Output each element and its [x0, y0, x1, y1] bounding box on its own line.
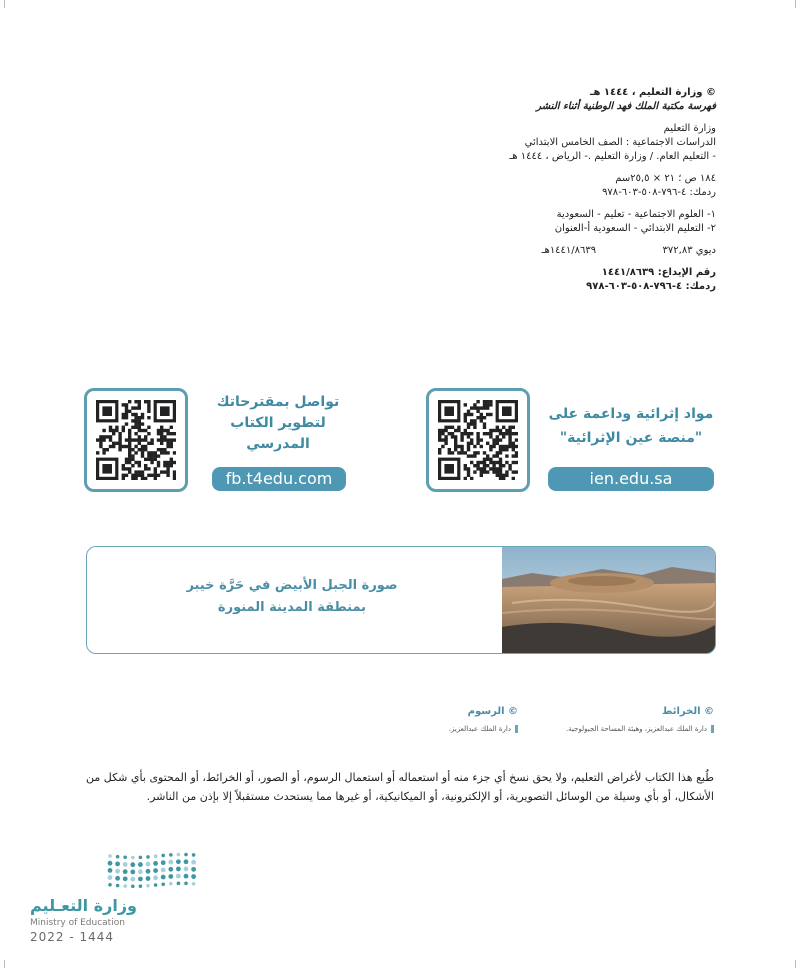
feedback-card: [84, 388, 354, 494]
publisher: وزارة التعليم: [663, 123, 716, 134]
photo-caption-box: [86, 546, 716, 654]
qr-code-icon[interactable]: [438, 400, 518, 480]
caption-line1: صورة الجبل الأبيض في حَرَّة خيبر: [186, 578, 398, 593]
copyright-icon: ©: [704, 706, 714, 717]
ministry-emblem-icon: [106, 852, 201, 890]
cataloging-info: [296, 86, 716, 294]
caption-line2: بمنطقة المدينة المنورة: [217, 600, 367, 615]
ministry-logo: [30, 852, 170, 952]
isbn-bold-line: ردمك: ٤-٧٩٦-٥٠٨-٦٠٣-٩٧٨: [586, 281, 716, 292]
dewey-number: ١٤٤١/٨٦٣٩هـ: [541, 245, 597, 256]
enrichment-text: [546, 402, 716, 450]
dewey-line: [296, 244, 716, 258]
enrichment-url[interactable]: ien.edu.sa: [548, 467, 714, 491]
crop-mark: [795, 960, 796, 968]
feedback-line2: لتطوير الكتاب: [230, 415, 326, 431]
copyright-icon: ©: [508, 706, 518, 717]
maps-credit-title: الخرائط: [662, 706, 701, 717]
enrichment-card: [426, 388, 716, 494]
crop-mark: [4, 960, 5, 968]
feedback-qr-frame[interactable]: [84, 388, 188, 492]
crop-mark: [795, 0, 796, 8]
subject-1: ١- العلوم الاجتماعية - تعليم - السعودية: [556, 209, 716, 220]
imprint-line: - التعليم العام. / وزارة التعليم .- الرياض ، ١٤٤٤ هـ: [509, 151, 716, 162]
enrichment-qr-frame[interactable]: [426, 388, 530, 492]
white-mountain-photo: [502, 547, 715, 653]
maps-credit: [524, 706, 714, 733]
enrichment-line1: مواد إثرائية وداعمة على: [548, 406, 714, 422]
photo-caption: [127, 575, 457, 619]
drawings-credit-text: دارة الملك عبدالعزيز.: [368, 725, 518, 733]
feedback-url[interactable]: fb.t4edu.com: [212, 467, 346, 491]
maps-credit-text: دارة الملك عبدالعزيز، وهيئة المساحة الجيولوجية.: [524, 725, 714, 733]
drawings-credit: [368, 706, 518, 733]
ministry-name-en: Ministry of Education: [30, 918, 125, 928]
feedback-text: [202, 392, 354, 455]
ministry-name-ar: وزارة التعـليم: [30, 896, 137, 915]
subject-2: ٢- التعليم الابتدائي - السعودية أ-العنوان: [554, 223, 716, 234]
copyright-notice: طُبع هذا الكتاب لأغراض التعليم، ولا يحق نسخ أي جزء منه أو استعماله أو استعمال الرسوم، أو الصور، أو الخرائط، أو المحتوى بأي شكل من الأشكال، أو بأي وسيلة من الوسائل التصويرية، أو الإلكترونية، أو الميكانيكية، أو غيرها مما يستحدث مستقبلاً إلا بإذن من الناشر.: [86, 771, 714, 803]
cataloging-title: فهرسة مكتبة الملك فهد الوطنية أثناء النشر: [536, 101, 716, 112]
feedback-line1: تواصل بمقترحاتك: [216, 394, 340, 410]
qr-code-icon[interactable]: [96, 400, 176, 480]
isbn-line: ردمك: ٤-٧٩٦-٥٠٨-٦٠٣-٩٧٨: [602, 187, 716, 198]
feedback-line3: المدرسي: [246, 436, 310, 452]
deposit-line: رقم الإيداع: ١٤٤١/٨٦٣٩: [601, 267, 716, 278]
drawings-credit-title: الرسوم: [467, 706, 505, 717]
dewey-label: ديوي ٣٧٢,٨٣: [662, 245, 716, 256]
pages-line: ١٨٤ ص ؛ ٢١ × ٢٥,٥سم: [615, 173, 716, 184]
enrichment-line2: "منصة عين الإثرائية": [559, 430, 703, 446]
book-title-line: الدراسات الاجتماعية : الصف الخامس الابتدائي: [524, 137, 716, 148]
ministry-years: 2022 - 1444: [30, 930, 115, 944]
copyright-line: © وزارة التعليم ، ١٤٤٤ هـ: [590, 87, 716, 98]
crop-mark: [4, 0, 5, 8]
